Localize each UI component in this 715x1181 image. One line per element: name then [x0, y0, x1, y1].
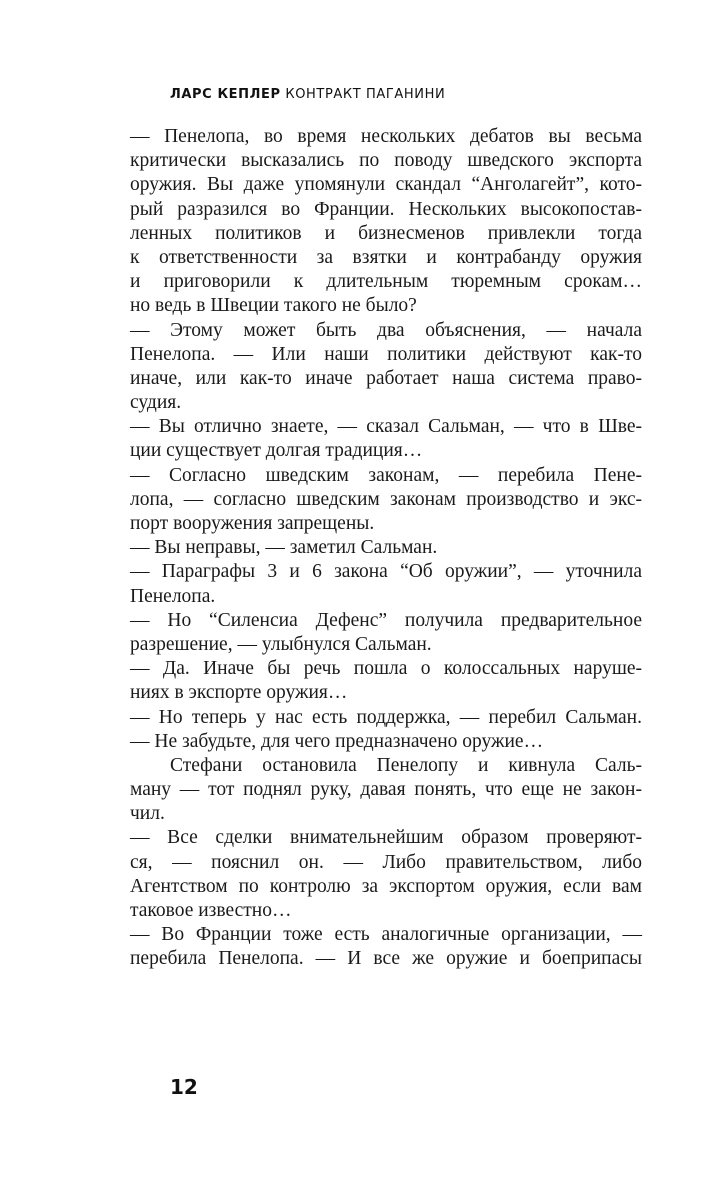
text-line: — Но “Силенсиа Дефенс” получила предварительное: [130, 609, 642, 631]
text-line: — Вы неправы, — заметил Сальман.: [130, 537, 438, 559]
text-line: — Не забудьте, для чего предназначено оружие…: [130, 730, 544, 752]
text-line: Пенелопа. — Или наши политики действуют как-то: [130, 343, 642, 365]
text-line: — Но теперь у нас есть поддержка, — перебил Сальман.: [130, 706, 642, 728]
text-line: — Все сделки внимательнейшим образом проверяют-: [130, 827, 642, 849]
text-line: Стефани остановила Пенелопу и кивнула Саль-: [170, 754, 642, 776]
text-line: критически высказались по поводу шведского экспорта: [130, 150, 642, 172]
running-head-author: ЛАРС КЕПЛЕР: [170, 87, 281, 102]
text-line: Пенелопа.: [130, 585, 216, 607]
text-line: судия.: [130, 392, 182, 414]
text-line: Агентством по контролю за экспортом оружия, если вам: [130, 875, 642, 897]
text-line: ниях в экспорте оружия…: [130, 682, 348, 704]
text-line: разрешение, — улыбнулся Сальман.: [130, 633, 432, 655]
text-line: таковое известно…: [130, 900, 292, 921]
text-line: и приговорили к длительным тюремным срокам…: [130, 271, 642, 293]
text-line: порт вооружения запрещены.: [130, 513, 375, 534]
text-line: ману — тот поднял руку, давая понять, что еще не закон-: [130, 779, 642, 801]
text-line: оружия. Вы даже упомянули скандал “Анголагейт”, кото-: [130, 174, 642, 196]
text-line: — Вы отлично знаете, — сказал Сальман, — что в Шве-: [130, 416, 642, 438]
text-line: ся, — пояснил он. — Либо правительством, либо: [130, 851, 642, 873]
text-line: рый разразился во Франции. Нескольких высокопостав-: [130, 198, 642, 220]
text-line: — Да. Иначе бы речь пошла о колоссальных наруше-: [130, 658, 642, 680]
text-line: — Этому может быть два объяснения, — начала: [130, 319, 642, 341]
text-line: чил.: [130, 803, 165, 825]
text-line: перебила Пенелопа. — И все же оружие и боеприпасы: [130, 948, 642, 970]
text-line: — Параграфы 3 и 6 закона “Об оружии”, — уточнила: [130, 561, 642, 583]
text-line: — Пенелопа, во время нескольких дебатов вы весьма: [130, 126, 642, 147]
text-line: но ведь в Швеции такого не было?: [130, 295, 417, 317]
page-number: 12: [170, 1075, 198, 1099]
text-line: лопа, — согласно шведским законам производство и экс-: [130, 488, 642, 510]
text-line: — Во Франции тоже есть аналогичные организации, —: [130, 924, 642, 946]
body-text: [130, 125, 642, 972]
text-line: иначе, или как-то иначе работает наша система право-: [130, 367, 642, 389]
text-line: ленных политиков и бизнесменов привлекли тогда: [130, 222, 642, 244]
text-line: к ответственности за взятки и контрабанду оружия: [130, 246, 642, 268]
text-line: — Согласно шведским законам, — перебила Пене-: [130, 464, 642, 486]
running-head: [170, 87, 445, 102]
text-line: ции существует долгая традиция…: [130, 440, 423, 462]
running-head-title: КОНТРАКТ ПАГАНИНИ: [285, 87, 446, 102]
